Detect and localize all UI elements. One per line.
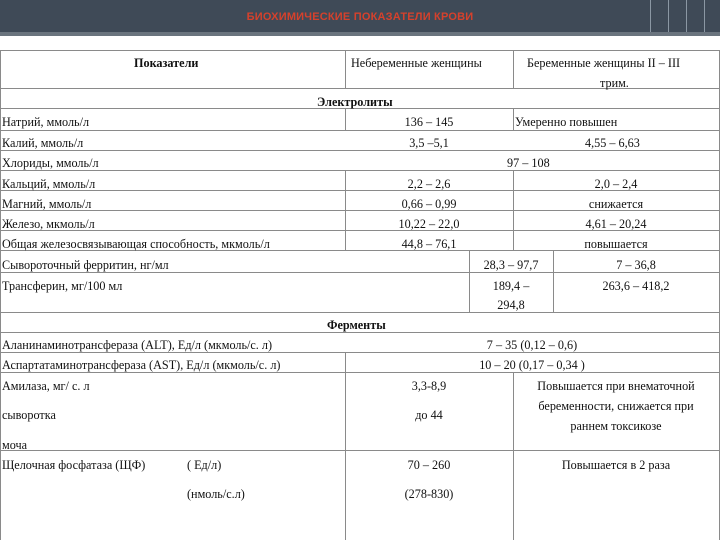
serum-value: 3,3-8,9 xyxy=(411,379,447,393)
row-label: Амилаза, мг/ с. л xyxy=(2,379,90,393)
pregnant-value-continued: раннем токсикозе xyxy=(570,419,662,433)
pregnant-value: 2,0 – 2,4 xyxy=(594,177,638,191)
nonpregnant-value: 136 – 145 xyxy=(404,115,454,129)
nonpregnant-value: 28,3 – 97,7 xyxy=(483,258,539,272)
row-label: Хлориды, ммоль/л xyxy=(2,156,99,170)
column-header-pregnant: Беременные женщины II – III xyxy=(527,56,681,70)
blood-biochemistry-table xyxy=(0,36,720,540)
grid-line xyxy=(0,170,720,171)
pregnant-value: 4,55 – 6,63 xyxy=(585,136,640,150)
common-value: 97 – 108 xyxy=(507,156,550,170)
column-header-nonpregnant: Небеременные женщины xyxy=(351,56,482,70)
grid-line xyxy=(0,272,720,273)
pregnant-value: 263,6 – 418,2 xyxy=(602,279,670,293)
nonpregnant-value: 44,8 – 76,1 xyxy=(401,237,457,251)
grid-line xyxy=(0,312,720,313)
grid-line xyxy=(0,450,720,451)
row-sublabel-urine: моча xyxy=(2,438,28,452)
nonpregnant-value: 0,66 – 0,99 xyxy=(401,197,457,211)
column-header-pregnant-continued: трим. xyxy=(600,76,629,90)
section-title-enzymes: Ферменты xyxy=(327,318,386,332)
row-label: Кальций, ммоль/л xyxy=(2,177,96,191)
pregnant-value-continued: беременности, снижается при xyxy=(538,399,694,413)
row-label: Магний, ммоль/л xyxy=(2,197,92,211)
row-label: Щелочная фосфатаза (ЩФ) xyxy=(2,458,146,472)
nonpregnant-value: 10,22 – 22,0 xyxy=(398,217,460,231)
grid-line xyxy=(0,130,720,131)
pregnant-value: Повышается в 2 раза xyxy=(561,458,671,472)
nonpregnant-value: 2,2 – 2,6 xyxy=(407,177,451,191)
urine-value: до 44 xyxy=(415,408,443,422)
section-title-electrolytes: Электролиты xyxy=(317,95,393,109)
column-header-parameters: Показатели xyxy=(134,56,199,70)
pregnant-value: 7 – 36,8 xyxy=(616,258,656,272)
common-value: 10 – 20 (0,17 – 0,34 ) xyxy=(479,358,585,372)
nonpregnant-value: 189,4 – xyxy=(492,279,530,293)
row-unit: ( Ед/л) xyxy=(187,458,222,472)
row-label: Аспартатаминотрансфераза (AST), Ед/л (мкмоль/с. л) xyxy=(2,358,281,372)
page-title: БИОХИМИЧЕСКИЕ ПОКАЗАТЕЛИ КРОВИ xyxy=(246,11,474,23)
pregnant-value: Повышается при внематочной xyxy=(537,379,695,393)
grid-line xyxy=(513,372,514,540)
row-label: Калий, ммоль/л xyxy=(2,136,84,150)
pregnant-value: снижается xyxy=(588,197,644,211)
grid-line xyxy=(513,108,514,130)
pregnant-value: 4,61 – 20,24 xyxy=(585,217,647,231)
grid-line xyxy=(0,150,720,151)
row-unit-secondary: (нмоль/с.л) xyxy=(187,487,245,501)
grid-line xyxy=(345,50,346,88)
grid-line xyxy=(0,352,720,353)
pregnant-value: Умеренно повышен xyxy=(515,115,618,129)
pregnant-value: повышается xyxy=(584,237,648,251)
row-label: Сывороточный ферритин, нг/мл xyxy=(2,258,169,272)
grid-line xyxy=(0,332,720,333)
row-sublabel-serum: сыворотка xyxy=(2,408,56,422)
grid-line xyxy=(0,50,1,540)
grid-line xyxy=(513,50,514,88)
row-label: Трансферин, мг/100 мл xyxy=(2,279,123,293)
row-label: Аланинаминотрансфераза (ALT), Ед/л (мкмоль/с. л) xyxy=(2,338,273,352)
grid-line xyxy=(0,372,720,373)
row-label: Натрий, ммоль/л xyxy=(2,115,90,129)
nonpregnant-value-secondary: (278-830) xyxy=(404,487,454,501)
common-value: 7 – 35 (0,12 – 0,6) xyxy=(486,338,578,352)
row-label: Общая железосвязывающая способность, мкмоль/л xyxy=(2,237,270,251)
nonpregnant-value-continued: 294,8 xyxy=(497,298,525,312)
grid-line xyxy=(0,50,720,51)
row-label: Железо, мкмоль/л xyxy=(2,217,95,231)
nonpregnant-value: 70 – 260 xyxy=(407,458,451,472)
nonpregnant-value: 3,5 –5,1 xyxy=(409,136,449,150)
